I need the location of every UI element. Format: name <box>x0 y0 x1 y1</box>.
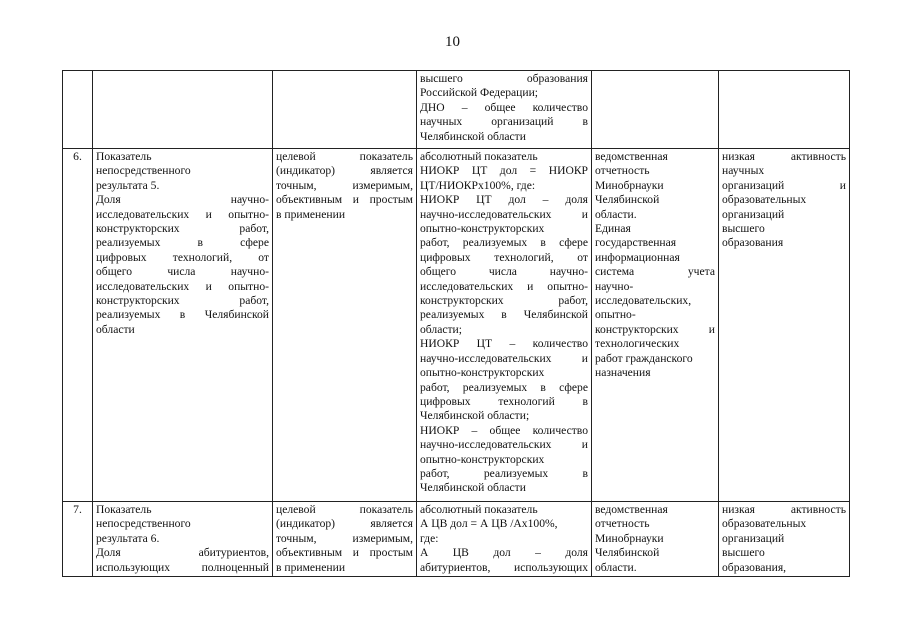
type-line: объективным и простым <box>276 193 413 207</box>
source-line: назначения <box>595 366 651 380</box>
risk-line: организаций <box>722 531 785 545</box>
name-line: непосредственного <box>96 517 191 531</box>
formula-line: реализуемых в Челябинской <box>420 308 588 322</box>
table-row-continuation <box>63 71 850 149</box>
cell-indicator-type <box>273 149 417 502</box>
risk-line: организаций и <box>722 178 846 192</box>
source-line: государственная <box>595 236 677 250</box>
formula-line: ДНО – общее количество <box>420 100 588 114</box>
source-line: Минобрнауки <box>595 531 664 545</box>
name-line: цифровых технологий, от <box>96 250 269 264</box>
risk-line: высшего <box>722 222 765 236</box>
formula-line: работ, реализуемых в сфере <box>420 380 588 394</box>
formula-line: научно-исследовательских и <box>420 438 588 452</box>
source-line: работ гражданского <box>595 351 693 365</box>
source-line: исследовательских, <box>595 294 692 308</box>
cell-indicator-type <box>273 502 417 577</box>
type-line: (индикатор) является <box>276 164 413 178</box>
cell-risk <box>719 71 850 149</box>
formula-line: Российской Федерации; <box>420 86 539 100</box>
type-line: в применении <box>276 560 346 574</box>
risk-line: организаций <box>722 207 785 221</box>
name-line: результата 5. <box>96 178 160 192</box>
type-line: точным, измеримым, <box>276 531 413 545</box>
source-line: Единая <box>595 222 631 236</box>
formula-line: А ЦВ дол – доля <box>420 546 588 560</box>
name-line: реализуемых в Челябинской <box>96 308 269 322</box>
source-line: информационная <box>595 250 680 264</box>
source-line: области. <box>595 560 637 574</box>
name-line: Доля абитуриентов, <box>96 546 269 560</box>
cell-formula <box>417 502 592 577</box>
formula-line: Челябинской области <box>420 481 526 495</box>
type-line: (индикатор) является <box>276 517 413 531</box>
formula-line: А ЦВ дол = А ЦВ /Ах100%, <box>420 517 558 531</box>
type-line: целевой показатель <box>276 503 413 516</box>
name-line: исследовательских и опытно- <box>96 207 269 221</box>
risk-line: образовательных <box>722 517 807 531</box>
table-row-6 <box>63 149 850 502</box>
risk-line: низкая активность <box>722 503 846 516</box>
formula-line: общего числа научно- <box>420 265 588 279</box>
source-line: отчетность <box>595 517 650 531</box>
name-line: Показатель <box>96 150 152 163</box>
type-line: целевой показатель <box>276 150 413 163</box>
type-line: точным, измеримым, <box>276 178 413 192</box>
formula-line: абитуриентов, использующих <box>420 560 588 574</box>
formula-line: опытно-конструкторских <box>420 222 545 236</box>
source-line: конструкторских и <box>595 322 715 336</box>
formula-line: научно-исследовательских и <box>420 207 588 221</box>
indicators-table <box>62 70 850 577</box>
formula-line: опытно-конструкторских <box>420 366 545 380</box>
name-line: исследовательских и опытно- <box>96 279 269 293</box>
source-line: Минобрнауки <box>595 178 664 192</box>
formula-line: опытно-конструкторских <box>420 452 545 466</box>
formula-line: высшего образования <box>420 72 588 85</box>
name-line: реализуемых в сфере <box>96 236 269 250</box>
type-line: объективным и простым <box>276 546 413 560</box>
row-number: 7. <box>63 502 93 577</box>
formula-line: научно-исследовательских и <box>420 351 588 365</box>
name-line: Показатель <box>96 503 152 516</box>
formula-line: Челябинской области <box>420 129 526 143</box>
name-line: Доля научно- <box>96 193 269 207</box>
formula-line: работ, реализуемых в сфере <box>420 236 588 250</box>
formula-line: цифровых технологий в <box>420 394 588 408</box>
formula-line: научных организаций в <box>420 115 588 129</box>
name-line: конструкторских работ, <box>96 294 269 308</box>
name-line: конструкторских работ, <box>96 222 269 236</box>
formula-line: цифровых технологий, от <box>420 250 588 264</box>
formula-line: исследовательских и опытно- <box>420 279 588 293</box>
table-row-7 <box>63 502 850 577</box>
formula-line: ЦТ/НИОКРх100%, где: <box>420 178 536 192</box>
name-line: результата 6. <box>96 531 160 545</box>
risk-line: образования, <box>722 560 787 574</box>
source-line: Челябинской <box>595 193 660 207</box>
formula-line: абсолютный показатель <box>420 503 538 516</box>
cell-type <box>273 71 417 149</box>
cell-source <box>592 149 719 502</box>
risk-line: низкая активность <box>722 150 846 163</box>
row-number: 6. <box>63 149 93 502</box>
cell-source <box>592 71 719 149</box>
formula-line: области; <box>420 322 462 336</box>
source-line: ведомственная <box>595 150 668 163</box>
cell-formula <box>417 149 592 502</box>
risk-line: образования <box>722 236 784 250</box>
page-number: 10 <box>445 34 460 50</box>
formula-line: НИОКР ЦТ дол – доля <box>420 193 588 207</box>
cell-risk <box>719 149 850 502</box>
source-line: научно- <box>595 279 634 293</box>
formula-line: абсолютный показатель <box>420 150 538 163</box>
name-line: непосредственного <box>96 164 191 178</box>
formula-line: НИОКР ЦТ дол = НИОКР <box>420 164 588 178</box>
cell-risk <box>719 502 850 577</box>
name-line: области <box>96 322 135 336</box>
source-line: отчетность <box>595 164 650 178</box>
formula-line: НИОКР ЦТ – количество <box>420 337 588 351</box>
formula-line: работ, реализуемых в <box>420 466 588 480</box>
formula-line: где: <box>420 531 439 545</box>
cell-name <box>93 71 273 149</box>
formula-line: конструкторских работ, <box>420 294 588 308</box>
risk-line: образовательных <box>722 193 807 207</box>
risk-line: высшего <box>722 546 765 560</box>
name-line: общего числа научно- <box>96 265 269 279</box>
source-line: Челябинской <box>595 546 660 560</box>
source-line: система учета <box>595 265 715 279</box>
source-line: области. <box>595 207 637 221</box>
source-line: технологических <box>595 337 680 351</box>
source-line: опытно- <box>595 308 636 322</box>
risk-line: научных <box>722 164 765 178</box>
cell-num <box>63 71 93 149</box>
type-line: в применении <box>276 207 346 221</box>
cell-indicator-name <box>93 502 273 577</box>
source-line: ведомственная <box>595 503 668 516</box>
cell-source <box>592 502 719 577</box>
formula-line: НИОКР – общее количество <box>420 423 588 437</box>
formula-line: Челябинской области; <box>420 409 530 423</box>
cell-formula <box>417 71 592 149</box>
cell-indicator-name <box>93 149 273 502</box>
name-line: использующих полноценный <box>96 560 269 574</box>
